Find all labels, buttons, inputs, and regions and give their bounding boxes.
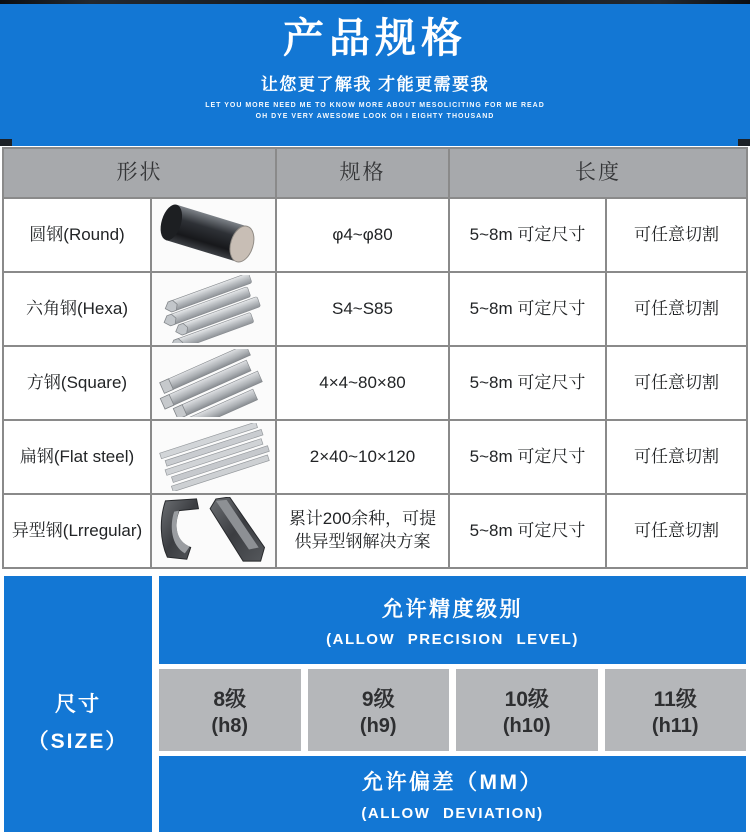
cut-cell: 可任意切割	[607, 273, 746, 345]
precision-title: 允许精度级别	[382, 597, 523, 621]
level-grade: 9级	[361, 687, 395, 711]
shape-image-cell	[152, 347, 275, 419]
deviation-band	[159, 756, 746, 832]
shape-image-cell	[152, 421, 275, 493]
spec-cell: S4~S85	[277, 273, 448, 345]
precision-subtitle: (ALLOW PRECISION LEVEL)	[326, 630, 579, 648]
shape-image-cell	[152, 199, 275, 271]
length-cell: 5~8m 可定尺寸	[450, 495, 605, 567]
cut-cell: 可任意切割	[607, 199, 746, 271]
header-subtitle: 让您更了解我 才能更需要我	[260, 75, 490, 95]
level-grade: 8级	[213, 687, 247, 711]
column-header-length: 长度	[450, 149, 746, 197]
spec-cell: 累计200余种，可提供异型钢解决方案	[277, 495, 448, 567]
square-steel-photo	[155, 349, 273, 417]
size-label-cell	[4, 576, 152, 832]
shape-image-cell	[152, 273, 275, 345]
deviation-subtitle: (ALLOW DEVIATION)	[361, 805, 544, 822]
top-dark-strip	[0, 0, 750, 4]
hexagon-steel-photo	[155, 275, 273, 343]
spec-cell: 4×4~80×80	[277, 347, 448, 419]
shape-name-cell: 扁钢(Flat steel)	[4, 421, 150, 493]
banner-corner-right	[738, 139, 750, 146]
level-code: (h11)	[651, 714, 699, 737]
banner-corner-left	[0, 139, 12, 146]
cut-cell: 可任意切割	[607, 495, 746, 567]
level-grade: 10级	[504, 687, 549, 711]
size-label-cn: 尺寸	[55, 692, 101, 716]
shape-name-cell: 六角钢(Hexa)	[4, 273, 150, 345]
precision-band	[159, 576, 746, 664]
shape-name-cell: 方钢(Square)	[4, 347, 150, 419]
shape-name-cell: 圆钢(Round)	[4, 199, 150, 271]
round-steel-photo	[155, 201, 273, 269]
level-grade: 11级	[653, 687, 697, 711]
cut-cell: 可任意切割	[607, 421, 746, 493]
length-cell: 5~8m 可定尺寸	[450, 347, 605, 419]
flat-steel-photo	[155, 423, 273, 491]
spec-cell: φ4~φ80	[277, 199, 448, 271]
header-tagline-line1: LET YOU MORE NEED ME TO KNOW MORE ABOUT MESOLICITING FOR ME READ	[205, 102, 545, 110]
header-tagline-line2: OH DYE VERY AWESOME LOOK OH I EIGHTY THOUSAND	[255, 113, 495, 121]
length-cell: 5~8m 可定尺寸	[450, 199, 605, 271]
size-label-en: （SIZE）	[27, 729, 129, 753]
shape-name-cell: 异型钢(Lrregular)	[4, 495, 150, 567]
page-title: 产品规格	[283, 15, 467, 61]
deviation-title: 允许偏差（MM）	[362, 771, 543, 794]
level-code: (h10)	[502, 714, 551, 737]
column-header-spec: 规格	[277, 149, 448, 197]
header-tagline	[0, 100, 750, 122]
level-code: (h8)	[211, 714, 249, 737]
length-cell: 5~8m 可定尺寸	[450, 421, 605, 493]
level-code: (h9)	[359, 714, 397, 737]
length-cell: 5~8m 可定尺寸	[450, 273, 605, 345]
size-section	[4, 576, 746, 832]
irregular-steel-photo	[155, 497, 273, 565]
cut-cell: 可任意切割	[607, 347, 746, 419]
spec-table	[2, 147, 748, 569]
precision-level-box	[605, 669, 747, 751]
size-content	[159, 576, 746, 832]
precision-levels-row	[159, 669, 746, 751]
header-banner	[0, 0, 750, 146]
precision-level-box	[308, 669, 450, 751]
spec-cell: 2×40~10×120	[277, 421, 448, 493]
column-header-shape: 形状	[4, 149, 275, 197]
precision-level-box	[159, 669, 301, 751]
precision-level-box	[456, 669, 598, 751]
shape-image-cell	[152, 495, 275, 567]
